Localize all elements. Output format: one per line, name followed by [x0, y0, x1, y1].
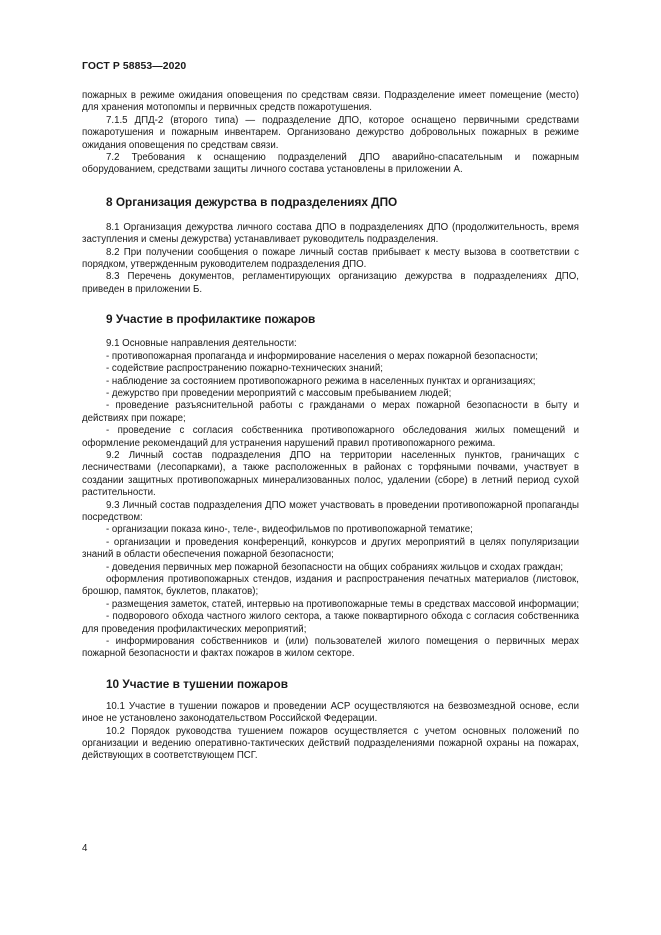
paragraph: 9.3 Личный состав подразделения ДПО может участвовать в проведении противопожарной пропаганды посредством:: [82, 499, 579, 523]
list-item: - информирования собственников и (или) пользователей жилого помещения о первичных мерах пожарной безопасности и фактах пожаров в жилом секторе.: [82, 636, 579, 660]
section-10-heading: 10 Участие в тушении пожаров: [106, 676, 288, 691]
list-item: - содействие распространению пожарно-технических знаний;: [106, 363, 383, 375]
paragraph: 8.1 Организация дежурства личного состава ДПО в подразделениях ДПО (продолжительность, время заступления и смены дежурства) устанавливает руководитель подразделения.: [82, 221, 579, 246]
list-item: - размещения заметок, статей, интервью на противопожарные темы в средствах массовой информации;: [106, 598, 580, 610]
list-item: - проведение с согласия собственника противопожарного обследования жилых помещений и оформление рекомендаций для устранения нарушений правил противопожарного режима.: [82, 425, 579, 449]
list-item: - организации показа кино-, теле-, видеофильмов по противопожарной тематике;: [106, 524, 473, 536]
list-item: - противопожарная пропаганда и информирование населения о мерах пожарной безопасности;: [106, 350, 538, 362]
page-number: 4: [82, 843, 88, 854]
list-item: - дежурство при проведении мероприятий с массовым пребыванием людей;: [106, 387, 452, 399]
page-content: [82, 90, 579, 763]
paragraph: 9.2 Личный состав подразделения ДПО на территории населенных пунктов, граничащих с лесничествами (лесопарками), а также расположенных в районах с торфяными почвами, участвует в создании защитных противопожарных минерализованных полос, удалении (сборе) в летний период сухой растительности.: [82, 449, 579, 499]
list-item: - доведения первичных мер пожарной безопасности на общих собраниях жильцов и сходах граждан;: [106, 561, 564, 573]
paragraph: 7.2 Требования к оснащению подразделений ДПО аварийно-спасательным и пожарным оборудованием, средствами защиты личного состава установлены в приложении А.: [82, 152, 579, 176]
paragraph: 10.1 Участие в тушении пожаров и проведении АСР осуществляются на безвозмездной основе, если иное не установлено законодательством Российской Федерации.: [82, 700, 579, 725]
paragraph: 8.3 Перечень документов, регламентирующих организацию дежурства в подразделениях ДПО, приведен в приложении Б.: [82, 271, 579, 295]
paragraph: пожарных в режиме ожидания оповещения по средствам связи. Подразделение имеет помещение (место) для хранения мотопомпы и первичных средств пожаротушения.: [82, 90, 579, 114]
section-8-heading: 8 Организация дежурства в подразделениях ДПО: [106, 194, 398, 209]
list-item: - организации и проведения конференций, конкурсов и других мероприятий в целях популяризации знаний в области обеспечения пожарной безопасности;: [82, 536, 579, 561]
list-item: - проведение разъяснительной работы с гражданами о мерах пожарной безопасности в быту и действиях при пожаре;: [82, 400, 579, 424]
paragraph: 9.1 Основные направления деятельности:: [106, 338, 297, 350]
paragraph: 7.1.5 ДПД-2 (второго типа) — подразделение ДПО, которое оснащено первичными средствами пожаротушения и пожарным инвентарем. Организовано дежурство добровольных пожарных в режиме ожидания оповещения по средствам связи.: [82, 114, 579, 151]
list-item: оформления противопожарных стендов, издания и распространения печатных материалов (листовок, брошюр, памяток, буклетов, плакатов);: [82, 574, 579, 598]
paragraph: 8.2 При получении сообщения о пожаре личный состав прибывает к месту вызова в соответствии с порядком, утвержденным руководителем подразделения ДПО.: [82, 246, 579, 271]
standard-header: ГОСТ Р 58853—2020: [82, 61, 187, 72]
list-item: - наблюдение за состоянием противопожарного режима в населенных пунктах и организациях;: [106, 375, 536, 387]
section-9-heading: 9 Участие в профилактике пожаров: [106, 312, 316, 327]
paragraph: 10.2 Порядок руководства тушением пожаров осуществляется с учетом основных положений по организации и ведению оперативно-тактических действий подразделениями пожарной охраны на пожарах, действующих в соответствующем ПСГ.: [82, 725, 579, 762]
list-item: - подворового обхода частного жилого сектора, а также поквартирного обхода с согласия собственника для проведения профилактических мероприятий;: [82, 611, 579, 635]
